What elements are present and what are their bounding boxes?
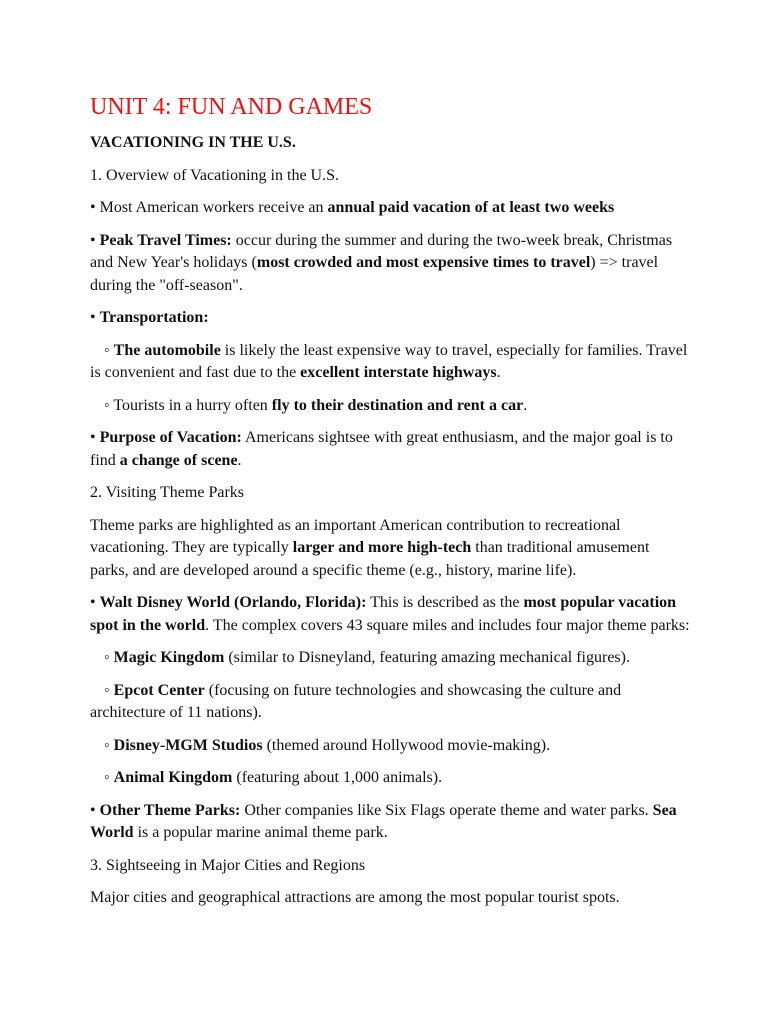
section-subtitle: VACATIONING IN THE U.S.: [90, 134, 296, 151]
fly-subbullet: ◦ Tourists in a hurry often fly to their destination and rent a car.: [104, 396, 528, 414]
automobile-subbullet: ◦ The automobile is likely the least expensive way to travel, especially for families. Travel is convenient and fast due to the excellent interstate highways.: [90, 341, 688, 381]
purpose-bullet: • Purpose of Vacation: Americans sightsee with great enthusiasm, and the major goal is to find a change of scene.: [90, 429, 673, 469]
park-subbullet-animal-kingdom: ◦ Animal Kingdom (featuring about 1,000 animals).: [104, 769, 443, 786]
theme-parks-intro: Theme parks are highlighted as an important American contribution to recreational vacationing. They are typically larger and more high-tech than traditional amusement parks, and are developed around a specific theme (e.g., history, marine life).: [90, 516, 650, 579]
peak-travel-bullet: • Peak Travel Times: occur during the summer and during the two-week break, Christmas and New Year's holidays (most crowded and most expensive times to travel) => travel during the "off-season".: [90, 231, 673, 294]
sightseeing-intro: Major cities and geographical attractions are among the most popular tourist spots.: [90, 889, 620, 906]
section2-heading: 2. Visiting Theme Parks: [90, 484, 244, 501]
unit-title: UNIT 4: FUN AND GAMES: [90, 94, 373, 120]
park-subbullet-epcot: ◦ Epcot Center (focusing on future technologies and showcasing the culture and architecture of 11 nations).: [90, 681, 622, 721]
section1-heading: 1. Overview of Vacationing in the U.S.: [90, 166, 339, 184]
park-subbullet-magic-kingdom: ◦ Magic Kingdom (similar to Disneyland, featuring amazing mechanical figures).: [104, 649, 630, 666]
paid-vacation-bullet: • Most American workers receive an annual paid vacation of at least two weeks: [90, 199, 615, 216]
document-body: [90, 92, 690, 920]
disney-world-bullet: • Walt Disney World (Orlando, Florida): This is described as the most popular vacation spot in the world. The complex covers 43 square miles and includes four major theme parks:: [90, 594, 690, 634]
other-theme-parks-bullet: • Other Theme Parks: Other companies like Six Flags operate theme and water parks. Sea World is a popular marine animal theme park.: [90, 801, 677, 841]
park-subbullet-mgm-studios: ◦ Disney-MGM Studios (themed around Hollywood movie-making).: [104, 736, 551, 754]
section3-heading: 3. Sightseeing in Major Cities and Regions: [90, 856, 366, 874]
transportation-bullet: • Transportation:: [90, 309, 209, 326]
